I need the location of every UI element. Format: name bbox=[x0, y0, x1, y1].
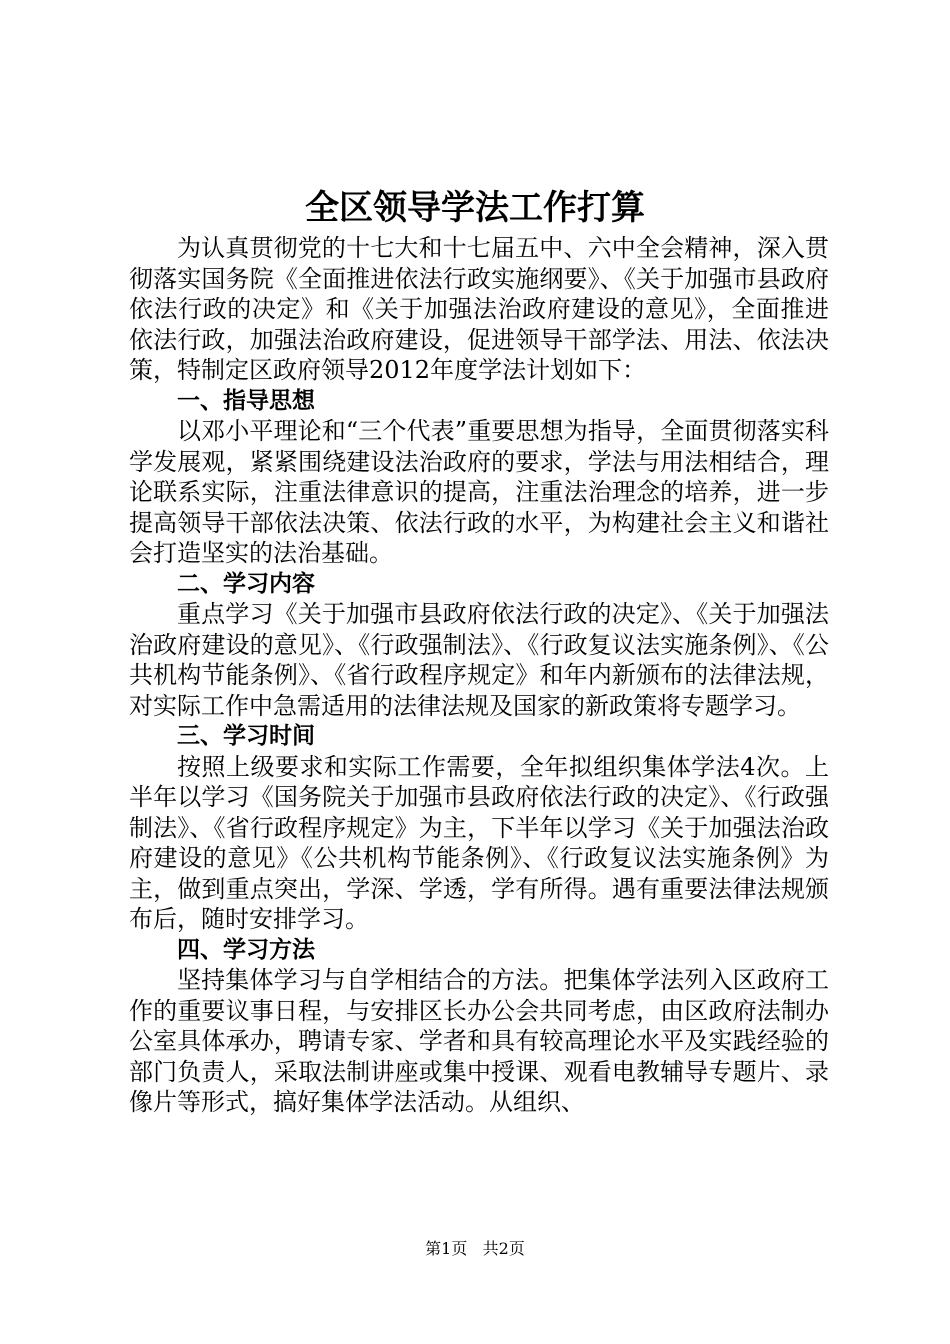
page-total: 共2页 bbox=[482, 1239, 525, 1258]
section-paragraph: 以邓小平理论和“三个代表”重要思想为指导，全面贯彻落实科学发展观，紧紧围绕建设法治政府的要求，学法与用法相结合，理论联系实际，注重法律意识的提高，注重法治理念的培养，进一步提高领导干部依法决策、依法行政的水平，为构建社会主义和谐社会打造坚实的法治基础。 bbox=[129, 417, 829, 567]
section-heading: 三、学习时间 bbox=[177, 723, 315, 749]
section-paragraph: 坚持集体学习与自学相结合的方法。把集体学法列入区政府工作的重要议事日程，与安排区长办公会共同考虑，由区政府法制办公室具体承办，聘请专家、学者和具有较高理论水平及实践经验的部门负责人，采取法制讲座或集中授课、观看电教辅导专题片、录像片等形式，搞好集体学法活动。从组织、 bbox=[129, 966, 829, 1116]
section-study-content bbox=[129, 569, 829, 722]
section-heading: 二、学习内容 bbox=[177, 570, 315, 597]
document-body bbox=[129, 233, 829, 1118]
page-number: 第1页 bbox=[425, 1239, 468, 1258]
section-heading: 四、学习方法 bbox=[177, 936, 315, 963]
section-study-method bbox=[129, 935, 829, 1118]
section-paragraph: 按照上级要求和实际工作需要，全年拟组织集体学法4次。上半年以学习《国务院关于加强市县政府依法行政的决定》、《行政强制法》、《省行政程序规定》为主，下半年以学习《关于加强法治政府建设的意见》《公共机构节能条例》、《行政复议法实施条例》为主，做到重点突出，学深、学透，学有所得。遇有重要法律法规颁布后，随时安排学习。 bbox=[129, 752, 829, 933]
footer-spacer bbox=[472, 1239, 477, 1258]
document-title: 全区领导学法工作打算 bbox=[305, 188, 645, 228]
page-footer bbox=[0, 1238, 950, 1260]
section-study-time bbox=[129, 721, 829, 935]
intro-paragraph: 为认真贯彻党的十七大和十七届五中、六中全会精神，深入贯彻落实国务院《全面推进依法行政实施纲要》、《关于加强市县政府依法行政的决定》和《关于加强法治政府建设的意见》，全面推进依法行政，加强法治政府建设，促进领导干部学法、用法、依法决策，特制定区政府领导2012年度学法计划如下： bbox=[129, 234, 829, 384]
section-paragraph: 重点学习《关于加强市县政府依法行政的决定》、《关于加强法治政府建设的意见》、《行政强制法》、《行政复议法实施条例》、《公共机构节能条例》、《省行政程序规定》和年内新颁布的法律法规，对实际工作中急需适用的法律法规及国家的新政策将专题学习。 bbox=[129, 600, 829, 720]
section-heading: 一、指导思想 bbox=[177, 387, 315, 414]
section-guiding-ideology bbox=[129, 386, 829, 569]
